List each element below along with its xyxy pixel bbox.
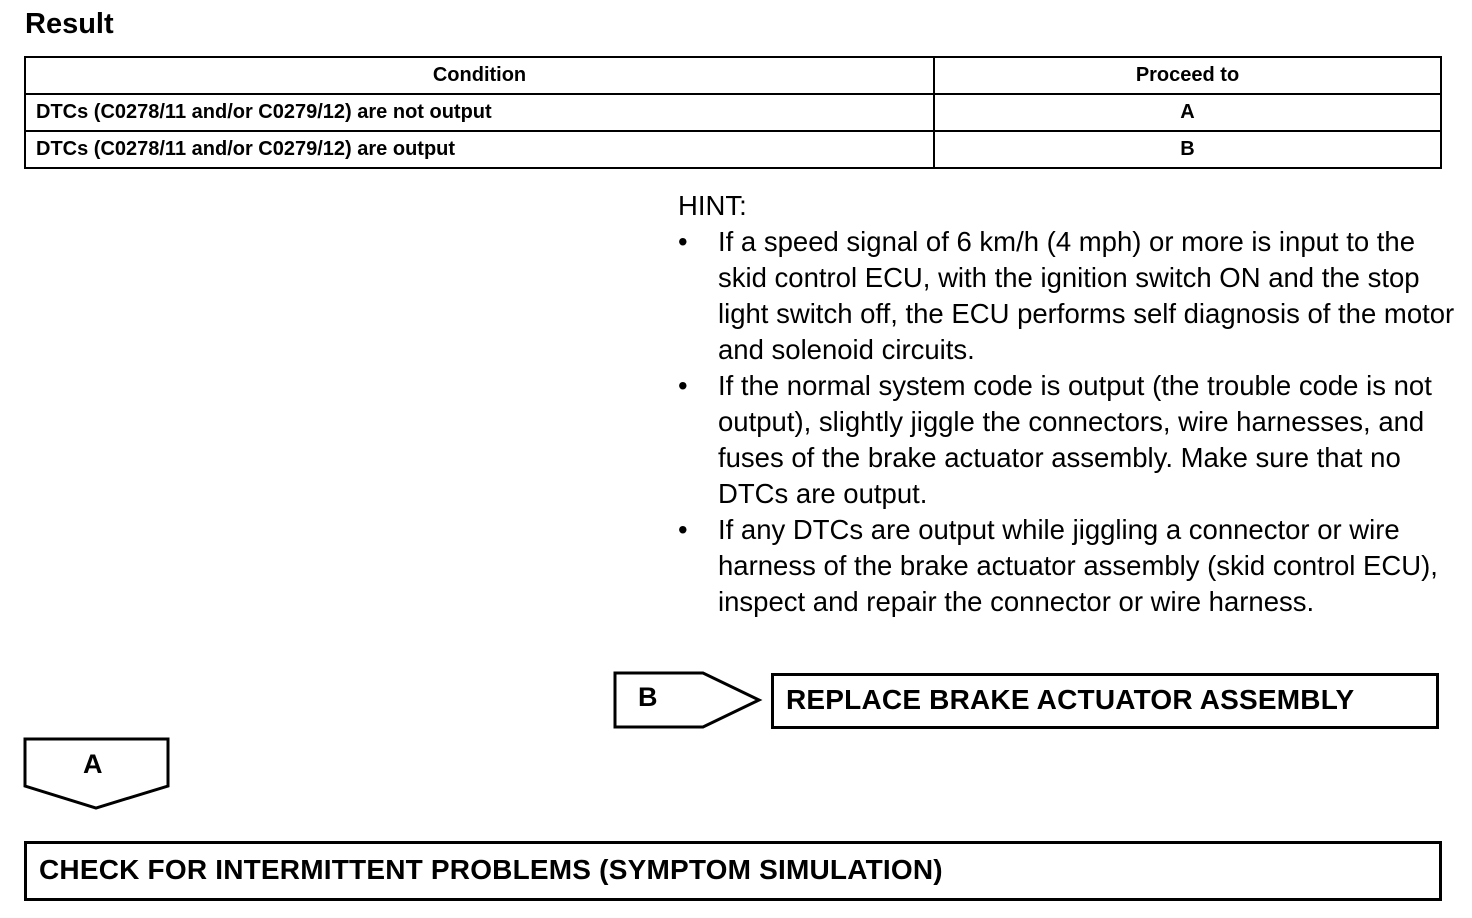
bullet-icon: • (678, 514, 688, 545)
proceed-to-cell: A (934, 94, 1441, 131)
result-heading: Result (25, 8, 114, 40)
hint-item-text: If any DTCs are output while jiggling a connector or wire harness of the brake actuator assembly (skid control ECU), inspect and repair the connector or wire harness. (718, 514, 1438, 617)
result-table (24, 56, 1442, 169)
hint-item (678, 368, 1458, 512)
hint-item-text: If the normal system code is output (the trouble code is not output), slightly jiggle the connectors, wire harnesses, and fuses of the brake actuator assembly. Make sure that no DTCs are output. (718, 370, 1432, 509)
replace-action-box: REPLACE BRAKE ACTUATOR ASSEMBLY (771, 673, 1439, 729)
hint-item (678, 512, 1458, 620)
check-action-box: CHECK FOR INTERMITTENT PROBLEMS (SYMPTOM SIMULATION) (24, 841, 1442, 901)
hint-item-text: If a speed signal of 6 km/h (4 mph) or more is input to the skid control ECU, with the ignition switch ON and the stop light switch off, the ECU performs self diagnosis of the motor and solenoid circuits. (718, 226, 1455, 365)
hint-section (678, 188, 1458, 620)
flow-a-label: A (83, 749, 103, 779)
condition-cell: DTCs (C0278/11 and/or C0279/12) are output (25, 131, 934, 168)
table-header-row (25, 57, 1441, 94)
hint-item (678, 224, 1458, 368)
condition-header: Condition (25, 57, 934, 94)
proceed-to-header: Proceed to (934, 57, 1441, 94)
flow-b-label: B (638, 682, 658, 712)
bullet-icon: • (678, 226, 688, 257)
bullet-icon: • (678, 370, 688, 401)
table-row (25, 94, 1441, 131)
hint-title: HINT: (678, 190, 747, 221)
flow-b-arrow-icon (613, 671, 763, 729)
condition-cell: DTCs (C0278/11 and/or C0279/12) are not output (25, 94, 934, 131)
proceed-to-cell: B (934, 131, 1441, 168)
table-row (25, 131, 1441, 168)
hint-list (678, 224, 1458, 620)
